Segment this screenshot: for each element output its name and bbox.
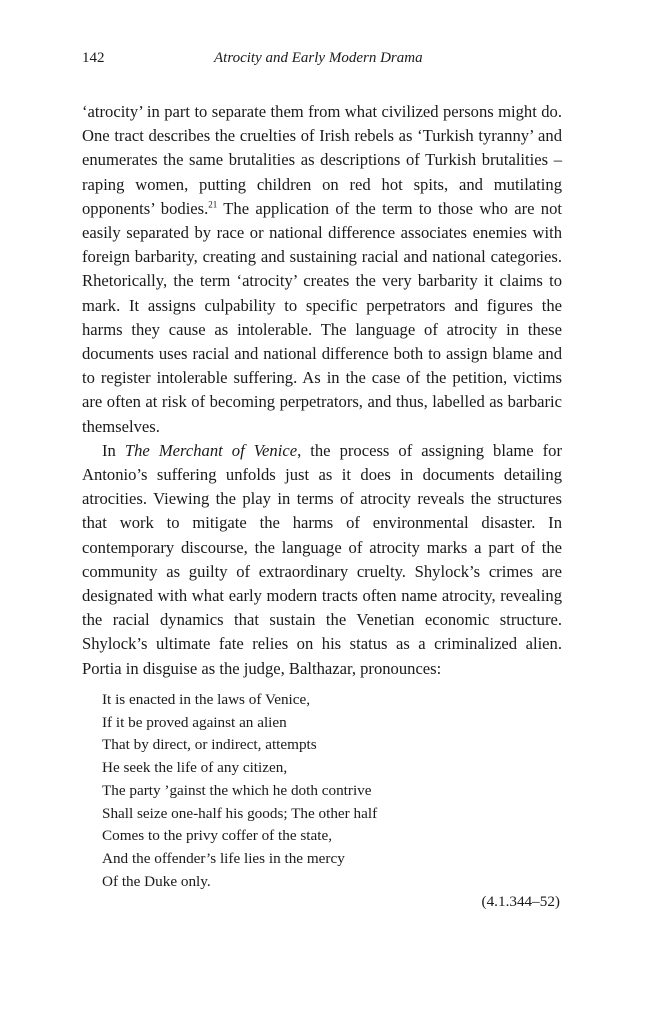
verse-line: Comes to the privy coffer of the state, (102, 827, 332, 845)
running-head (82, 50, 562, 72)
play-title: The Merchant of Venice (124, 440, 298, 460)
verse-line: Shall seize one-half his goods; The other half (102, 804, 378, 822)
running-title: Atrocity and Early Modern Drama (214, 50, 423, 66)
verse-line: That by direct, or indirect, attempts (102, 736, 317, 754)
paragraph-continued (82, 100, 562, 439)
paragraph-lead: In (102, 440, 125, 460)
verse-quotation (102, 689, 542, 893)
verse-line: If it be proved against an alien (102, 713, 287, 731)
footnote-reference: 21 (208, 199, 218, 210)
verse-citation: (4.1.344–52) (481, 893, 560, 910)
verse-line: The party ’gainst the which he doth contrive (102, 781, 372, 799)
verse-line: And the offender’s life lies in the mercy (102, 849, 345, 867)
paragraph-text: The application of the term to those who are not easily separated by race or national difference associates enemies with foreign barbarity, creating and sustaining racial and national categories. Rhetorically, the term ‘atrocity’ creates the very barbarity it claims to mark. It assigns culpability to specific perpetrators and figures the harms they cause as intolerable. The language of atrocity in these documents uses racial and national difference both to assign blame and to register intolerable suffering. As in the case of the petition, victims are often at risk of becoming perpetrators, and thus, labelled as barbaric themselves. (82, 198, 562, 436)
verse-line: It is enacted in the laws of Venice, (102, 691, 311, 708)
page-number: 142 (82, 50, 105, 66)
verse-line: Of the Duke only. (102, 872, 211, 890)
verse-line: He seek the life of any citizen, (102, 759, 288, 777)
body-text (82, 100, 562, 681)
paragraph-text: , the process of assigning blame for Antonio’s suffering unfolds just as it does in documents detailing atrocities. Viewing the play in terms of atrocity reveals the structures that work to mitigate the harms of environmental disaster. In contemporary discourse, the language of atrocity marks a part of the community as guilty of extraordinary cruelty. Shylock’s crimes are designated with what early modern tracts often name atrocity, revealing the racial dynamics that sustain the Venetian economic structure. Shylock’s ultimate fate relies on his status as a criminalized alien. Portia in disguise as the judge, Balthazar, pronounces: (82, 440, 562, 678)
paragraph (82, 439, 562, 681)
paragraph-text: ‘atrocity’ in part to separate them from what civilized persons might do. One tract describes the cruelties of Irish rebels as ‘Turkish tyranny’ and enumerates the same brutalities as descriptions of Turkish brutalities – raping women, putting children on red hot spits, and mutilating opponents’ bodies. (82, 102, 562, 218)
